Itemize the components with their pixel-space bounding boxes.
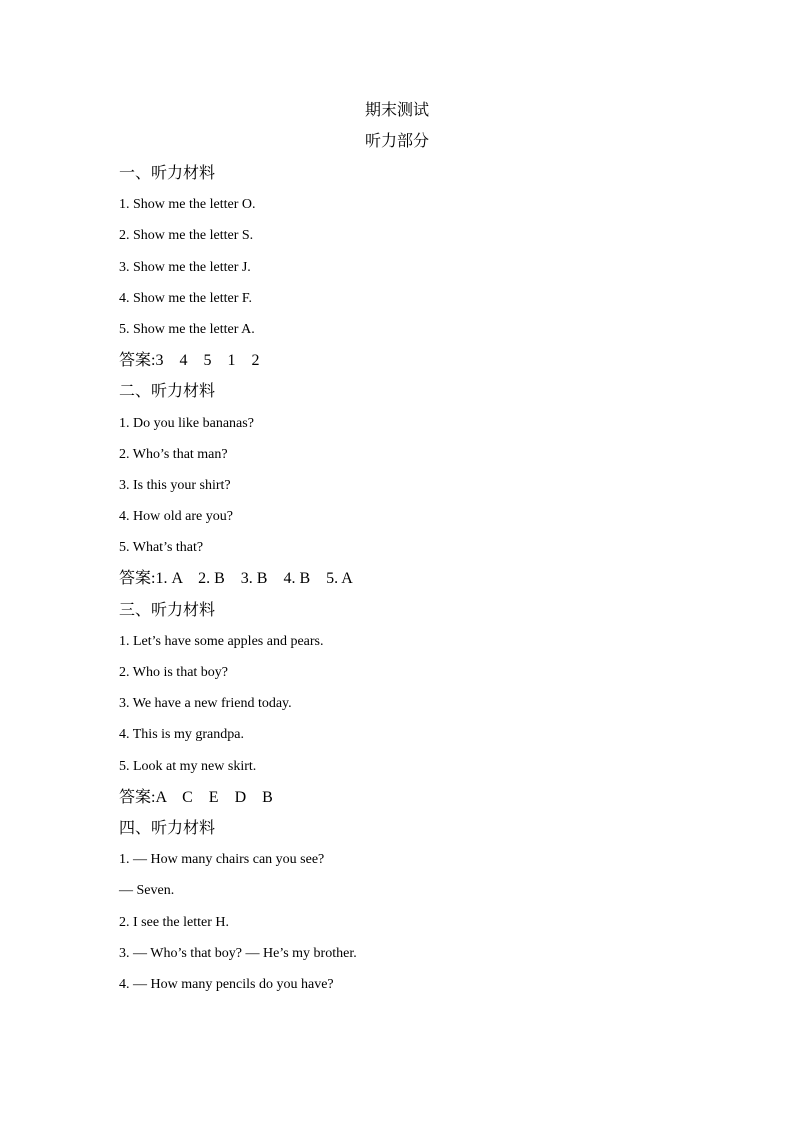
list-item: 4. How old are you? (119, 509, 233, 525)
list-item: — Seven. (119, 883, 175, 899)
list-item: 2. I see the letter H. (119, 914, 230, 930)
list-item: 5. What’s that? (119, 540, 204, 556)
answer-line: 答案:3 4 5 1 2 (119, 352, 260, 370)
section-heading: 二、听力材料 (119, 383, 216, 401)
page-subtitle: 听力部分 (364, 133, 429, 150)
list-item: 5. Look at my new skirt. (119, 758, 257, 774)
answer-line: 答案:1. A 2. B 3. B 4. B 5. A (119, 570, 353, 588)
list-item: 4. This is my grandpa. (119, 727, 244, 743)
list-item: 2. Who’s that man? (119, 446, 228, 462)
list-item: 4. Show me the letter F. (119, 290, 253, 306)
list-item: 3. We have a new friend today. (119, 696, 292, 712)
section-heading: 一、听力材料 (119, 165, 216, 182)
page-title: 期末测试 (364, 102, 429, 119)
list-item: 1. — How many chairs can you see? (119, 852, 325, 868)
list-item: 2. Who is that boy? (119, 665, 229, 680)
answer-line: 答案:A C E D B (119, 788, 273, 806)
list-item: 5. Show me the letter A. (119, 321, 255, 337)
list-item: 1. Show me the letter O. (119, 197, 256, 213)
list-item: 2. Show me the letter S. (119, 228, 254, 244)
list-item: 3. — Who’s that boy? — He’s my brother. (119, 945, 357, 961)
list-item: 3. Show me the letter J. (119, 259, 251, 275)
list-item: 1. Let’s have some apples and pears. (119, 633, 324, 649)
document-content (119, 164, 679, 1006)
list-item: 1. Do you like bananas? (119, 415, 254, 431)
list-item: 4. — How many pencils do you have? (119, 976, 334, 992)
section-heading: 四、听力材料 (119, 819, 216, 837)
section-heading: 三、听力材料 (119, 601, 216, 619)
list-item: 3. Is this your shirt? (119, 477, 231, 493)
